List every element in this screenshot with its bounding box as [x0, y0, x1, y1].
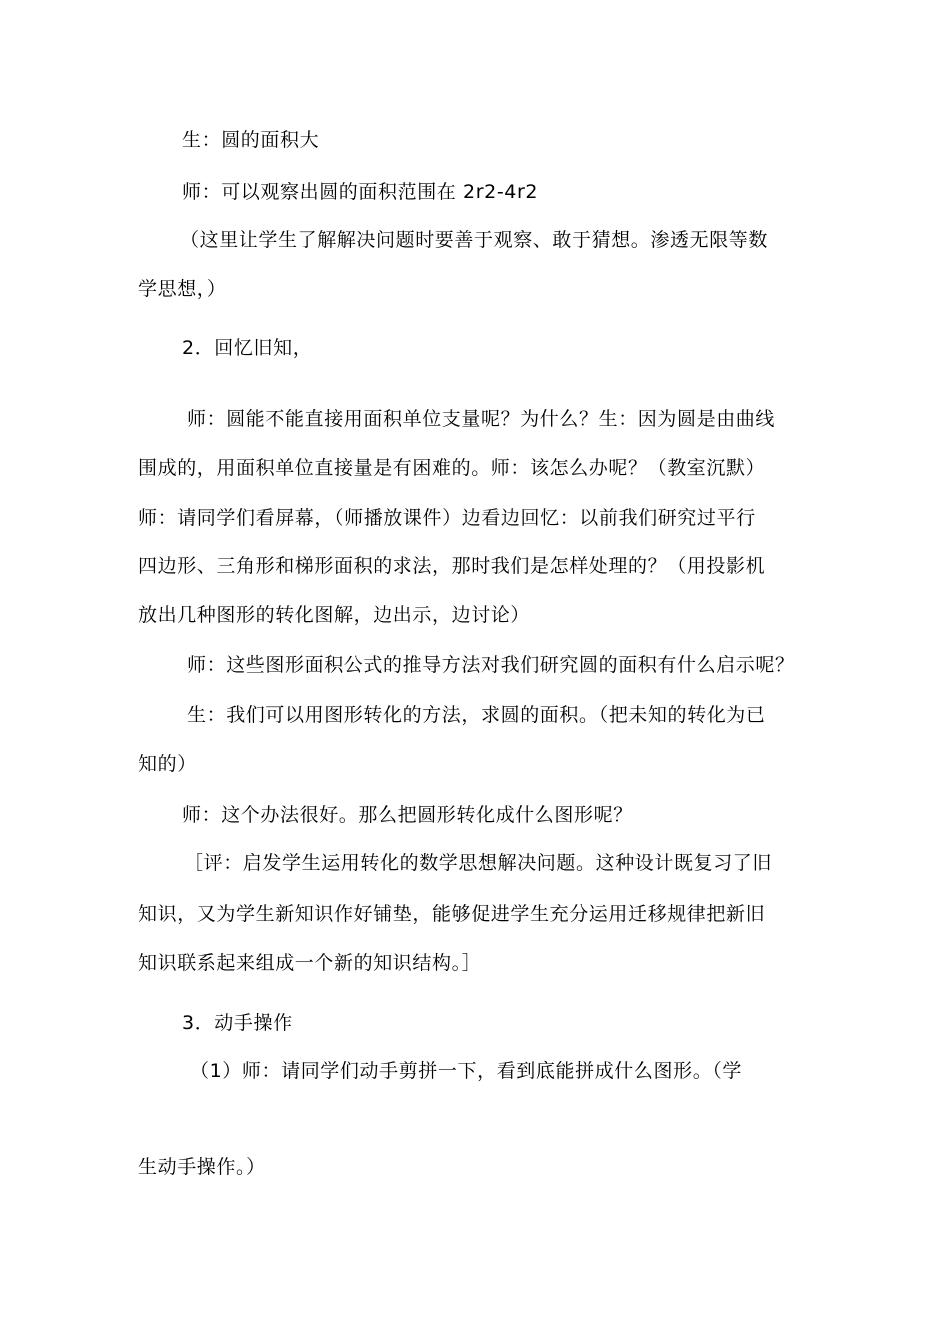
comment-line: ［评：启发学生运用转化的数学思想解决问题。这种设计既复习了旧 — [184, 852, 773, 874]
paragraph-line: 放出几种图形的转化图解，边出示，边讨论） — [138, 604, 531, 626]
paragraph-line: 围成的，用面积单位直接量是有困难的。师：该怎么办呢？（教室沉默） — [138, 457, 766, 479]
paragraph-line: 师：这些图形面积公式的推导方法对我们研究圆的面积有什么启示呢？ — [187, 654, 795, 676]
paragraph-line: 师：这个办法很好。那么把圆形转化成什么图形呢？ — [182, 804, 633, 826]
section-heading: 2．回忆旧知， — [182, 337, 313, 359]
paragraph-line: 生：圆的面积大 — [182, 129, 320, 151]
paragraph-line: 生动手操作。） — [138, 1156, 266, 1178]
paragraph-line: 师：圆能不能直接用面积单位支量呢？为什么？生：因为圆是由曲线 — [187, 408, 776, 430]
paragraph-line: （1）师：请同学们动手剪拼一下，看到底能拼成什么图形。（学 — [190, 1060, 742, 1082]
paragraph-line: （这里让学生了解解决问题时要善于观察、敢于猜想。渗透无限等数 — [180, 229, 769, 251]
paragraph-line: 学思想，） — [138, 278, 227, 300]
paragraph-line: 知的） — [138, 753, 197, 775]
comment-line: 知识联系起来组成一个新的知识结构。］ — [138, 952, 482, 974]
paragraph-line: 师：可以观察出圆的面积范围在 2r2-4r2 — [182, 181, 539, 203]
comment-line: 知识，又为学生新知识作好铺垫，能够促进学生充分运用迁移规律把新旧 — [138, 903, 766, 925]
paragraph-line: 师：请同学们看屏幕，（师播放课件）边看边回忆：以前我们研究过平行 — [138, 507, 756, 529]
paragraph-line: 四边形、三角形和梯形面积的求法，那时我们是怎样处理的？（用投影机 — [138, 555, 766, 577]
paragraph-line: 生：我们可以用图形转化的方法，求圆的面积。（把未知的转化为已 — [187, 704, 766, 726]
section-heading: 3．动手操作 — [182, 1012, 293, 1034]
